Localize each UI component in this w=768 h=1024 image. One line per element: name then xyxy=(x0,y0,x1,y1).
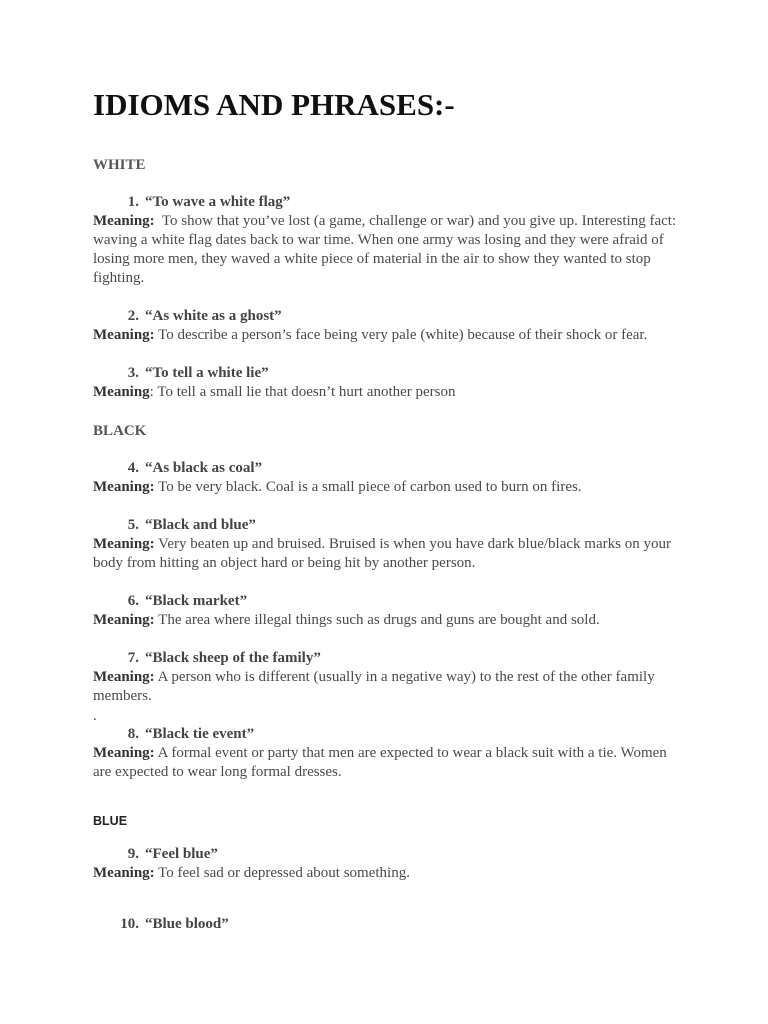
idiom-meaning: Meaning: To describe a person’s face being very pale (white) because of their shock or fear. xyxy=(93,327,648,343)
idiom-meaning: Meaning: To be very black. Coal is a small piece of carbon used to burn on fires. xyxy=(93,479,582,495)
idiom-phrase: 3. “To tell a white lie” xyxy=(127,365,269,381)
idiom-phrase: 4. “As black as coal” xyxy=(127,460,263,476)
idiom-meaning: Meaning: To tell a small lie that doesn’t hurt another person xyxy=(93,384,456,400)
idiom-phrase: 2. “As white as a ghost” xyxy=(127,308,282,324)
document-title: IDIOMS AND PHRASES:- xyxy=(93,87,455,122)
idiom-meaning: Meaning: A person who is different (usually in a negative way) to the rest of the other family members. xyxy=(93,669,655,704)
section-heading-white: WHITE xyxy=(93,157,146,173)
idiom-meaning: Meaning: To feel sad or depressed about something. xyxy=(93,865,410,881)
idiom-item-4 xyxy=(93,459,693,497)
idiom-item-8 xyxy=(93,725,693,782)
idiom-meaning: Meaning: A formal event or party that men are expected to wear a black suit with a tie. Women are expected to wear long formal dresses. xyxy=(93,745,667,780)
section-heading-black: BLACK xyxy=(93,423,147,439)
idiom-item-6 xyxy=(93,592,693,630)
idiom-phrase: 10. “Blue blood” xyxy=(120,916,229,932)
idiom-phrase: 9. “Feel blue” xyxy=(127,846,218,862)
section-heading-blue: BLUE xyxy=(93,814,128,828)
idiom-item-10 xyxy=(93,915,693,934)
idiom-phrase: 7. “Black sheep of the family” xyxy=(127,650,321,666)
idiom-meaning: Meaning: The area where illegal things such as drugs and guns are bought and sold. xyxy=(93,612,600,628)
idiom-item-3 xyxy=(93,364,693,402)
idiom-phrase: 6. “Black market” xyxy=(127,593,248,609)
stray-period: . xyxy=(93,708,97,724)
idiom-phrase: 1. “To wave a white flag” xyxy=(127,194,291,210)
idiom-meaning: Meaning: To show that you’ve lost (a game, challenge or war) and you give up. Interesting fact: waving a white flag dates back to war time. When one army was losing and they were afraid of losing more men, they waved a white piece of material in the air to show they wanted to stop fighting. xyxy=(93,213,677,286)
idiom-item-9 xyxy=(93,845,693,883)
idiom-item-7 xyxy=(93,649,693,706)
idiom-phrase: 8. “Black tie event” xyxy=(127,726,255,742)
idiom-phrase: 5. “Black and blue” xyxy=(127,517,256,533)
idiom-item-5 xyxy=(93,516,693,573)
idiom-item-1 xyxy=(93,193,693,288)
idiom-item-2 xyxy=(93,307,693,345)
idiom-meaning: Meaning: Very beaten up and bruised. Bruised is when you have dark blue/black marks on your body from hitting an object hard or being hit by another person. xyxy=(93,536,671,571)
